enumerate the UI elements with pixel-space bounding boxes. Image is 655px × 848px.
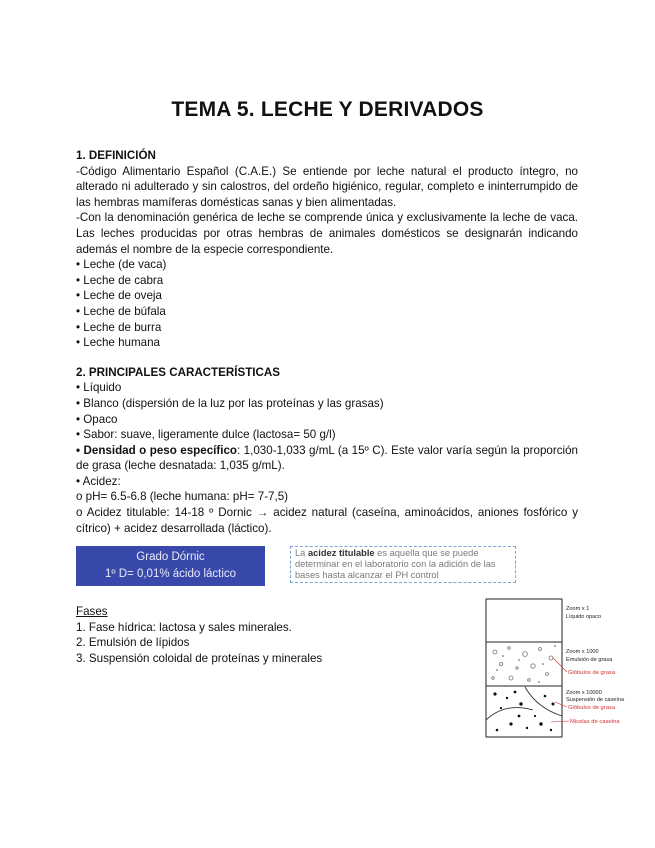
page-title: TEMA 5. LECHE Y DERIVADOS <box>171 98 484 121</box>
fases-section <box>76 604 322 666</box>
fat-globule-dots <box>496 645 556 683</box>
list-item: 1. Fase hídrica: lactosa y sales minerales. <box>76 620 292 634</box>
zone3-red-label-fat: Glóbulos de grasa <box>568 705 616 711</box>
section-definicion-heading: 1. DEFINICIÓN <box>76 149 156 162</box>
document-body <box>76 148 578 594</box>
list-item: • Leche humana <box>76 336 160 350</box>
densidad-label: Densidad o peso específico <box>83 443 237 457</box>
fat-globules <box>492 647 553 682</box>
fat-globule-outline <box>525 687 562 716</box>
fases-heading: Fases <box>76 605 108 618</box>
info-boxes <box>76 546 578 594</box>
zone2-label-zoom: Zoom x 1000 <box>566 649 599 655</box>
note-emphasis: acidez titulable <box>307 548 375 559</box>
list-item: • Leche de oveja <box>76 289 162 303</box>
densidad-bullet: • <box>76 443 84 457</box>
milk-phases-diagram <box>485 598 645 738</box>
zone3-label-zoom: Zoom x 10000 <box>566 690 602 696</box>
fat-globule-outline <box>486 708 533 720</box>
note-prefix: La <box>295 548 308 559</box>
section-caracteristicas-heading: 2. PRINCIPALES CARACTERÍSTICAS <box>76 365 280 379</box>
grado-dornic-definition: 1º D= 0,01% ácido láctico <box>104 568 237 581</box>
definicion-paragraph-1: -Código Alimentario Español (C.A.E.) Se entiende por leche natural el producto íntegro, no alterado ni adulterado y sin calostros, del ordeño higiénico, regular, completo e ininterrumpido de las hembras mamíferas domésticas sanas y bien alimentadas. <box>76 164 578 209</box>
list-item: • Leche (de vaca) <box>76 258 167 272</box>
list-item: • Opaco <box>76 412 118 426</box>
list-item: • Sabor: suave, ligeramente dulce (lactosa= 50 g/l) <box>76 428 336 442</box>
grado-dornic-box <box>76 546 265 586</box>
list-item: 2. Emulsión de lípidos <box>76 636 190 650</box>
definicion-paragraph-2: -Con la denominación genérica de leche se comprende única y exclusivamente la leche de vaca. Las leches producidas por otras hembras de animales domésticos se designarán indicando además el nombre de la especie correspondiente. <box>76 211 578 256</box>
zone2-red-label: Glóbulos de grasa <box>568 670 616 676</box>
casein-micelles <box>493 691 554 732</box>
zone1-label-desc: Líquido opaco <box>566 614 602 620</box>
list-item: • Blanco (dispersión de la luz por las proteínas y las grasas) <box>76 396 384 410</box>
list-item: • Leche de cabra <box>76 273 164 287</box>
acidez-item: • Acidez: <box>76 474 121 488</box>
acidez-titulable-item: o Acidez titulable: 14-18 º Dornic → acidez natural (caseína, aminoácidos, aniones fosfórico y cítrico) + acidez desarrollada (láctico). <box>76 506 578 535</box>
densidad-paragraph <box>76 443 578 474</box>
ph-item: o pH= 6.5-6.8 (leche humana: pH= 7-7,5) <box>76 490 289 504</box>
zone3-red-label-casein: Micelas de caseína <box>570 719 620 725</box>
zone1-label-zoom: Zoom x 1 <box>566 606 590 612</box>
zone2-label-desc: Emulsión de grasa <box>566 657 613 663</box>
grado-dornic-title: Grado Dórnic <box>136 551 205 564</box>
list-item: • Leche de búfala <box>76 304 166 318</box>
list-item: • Leche de burra <box>76 320 162 334</box>
densidad-text: : 1,030-1,033 g/mL (a 15º C). Este valor varía según la proporción de grasa (leche desnatada: 1,035 g/mL). <box>76 443 578 473</box>
diagram-frame <box>486 599 562 737</box>
zone3-label-desc: Suspensión de caseína <box>566 697 625 703</box>
list-item: 3. Suspensión coloidal de proteínas y minerales <box>76 651 323 665</box>
note-text: es aquella que se puede determinar en el laboratorio con la adición de las bases hasta alcanzar el PH control <box>295 548 496 581</box>
acidez-note-box <box>290 546 516 583</box>
list-item: • Líquido <box>76 381 122 395</box>
